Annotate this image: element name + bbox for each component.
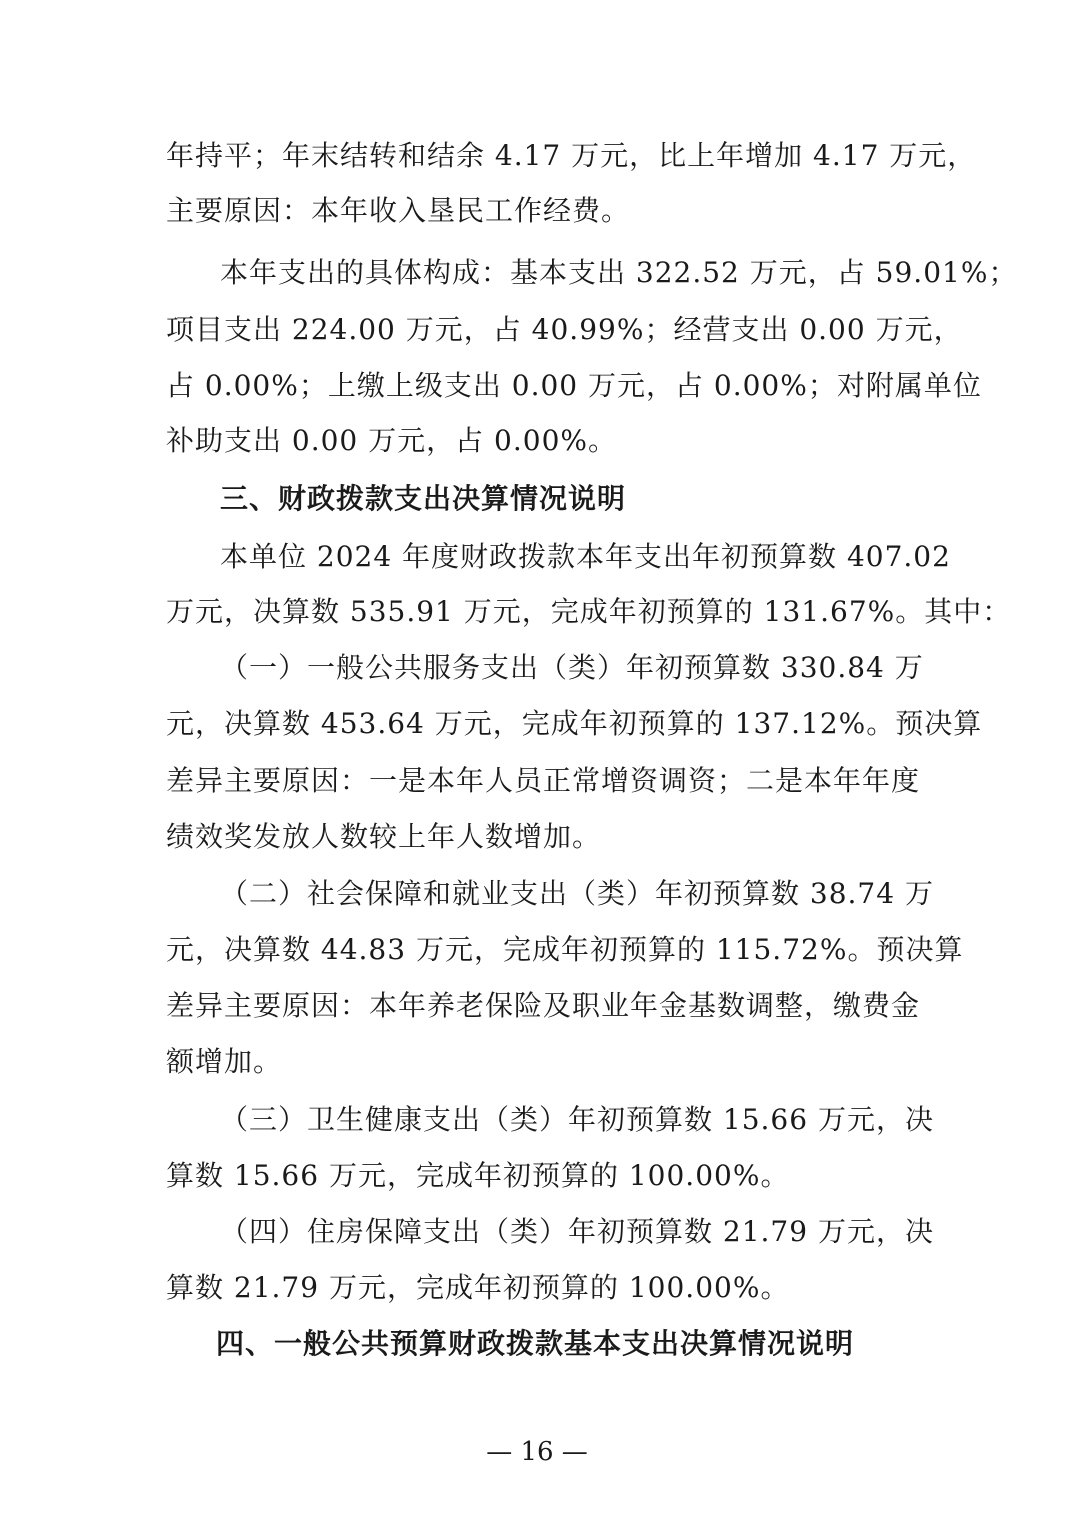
paragraph-line: 本年支出的具体构成：基本支出 322.52 万元，占 59.01%； <box>220 256 1018 289</box>
paragraph-line: （四）住房保障支出（类）年初预算数 21.79 万元，决 <box>220 1215 934 1248</box>
paragraph-line: 差异主要原因：一是本年人员正常增资调资；二是本年年度 <box>166 764 921 797</box>
paragraph-line: （二）社会保障和就业支出（类）年初预算数 38.74 万 <box>220 877 934 910</box>
paragraph-line: 主要原因：本年收入垦民工作经费。 <box>166 194 631 227</box>
paragraph-line: （一）一般公共服务支出（类）年初预算数 330.84 万 <box>220 651 924 684</box>
paragraph-line: 额增加。 <box>166 1045 283 1078</box>
paragraph-line: 万元，决算数 535.91 万元，完成年初预算的 131.67%。其中： <box>166 595 1012 628</box>
paragraph-line: 算数 15.66 万元，完成年初预算的 100.00%。 <box>166 1159 790 1192</box>
paragraph-line: 补助支出 0.00 万元，占 0.00%。 <box>166 424 617 457</box>
paragraph-line: 本单位 2024 年度财政拨款本年支出年初预算数 407.02 <box>220 540 951 573</box>
paragraph-line: 算数 21.79 万元，完成年初预算的 100.00%。 <box>166 1271 790 1304</box>
section-heading-4: 四、一般公共预算财政拨款基本支出决算情况说明 <box>216 1327 855 1360</box>
paragraph-line: 年持平；年末结转和结余 4.17 万元，比上年增加 4.17 万元， <box>166 139 977 172</box>
section-heading-3: 三、财政拨款支出决算情况说明 <box>220 482 627 515</box>
paragraph-line: 元，决算数 453.64 万元，完成年初预算的 137.12%。预决算 <box>166 707 983 740</box>
paragraph-line: 占 0.00%；上缴上级支出 0.00 万元，占 0.00%；对附属单位 <box>166 369 982 402</box>
paragraph-line: 项目支出 224.00 万元，占 40.99%；经营支出 0.00 万元， <box>166 313 963 346</box>
paragraph-line: 绩效奖发放人数较上年人数增加。 <box>166 820 602 853</box>
paragraph-line: 差异主要原因：本年养老保险及职业年金基数调整，缴费金 <box>166 989 921 1022</box>
paragraph-line: （三）卫生健康支出（类）年初预算数 15.66 万元，决 <box>220 1103 934 1136</box>
paragraph-line: 元，决算数 44.83 万元，完成年初预算的 115.72%。预决算 <box>166 933 964 966</box>
page-number: — 16 — <box>486 1437 588 1467</box>
